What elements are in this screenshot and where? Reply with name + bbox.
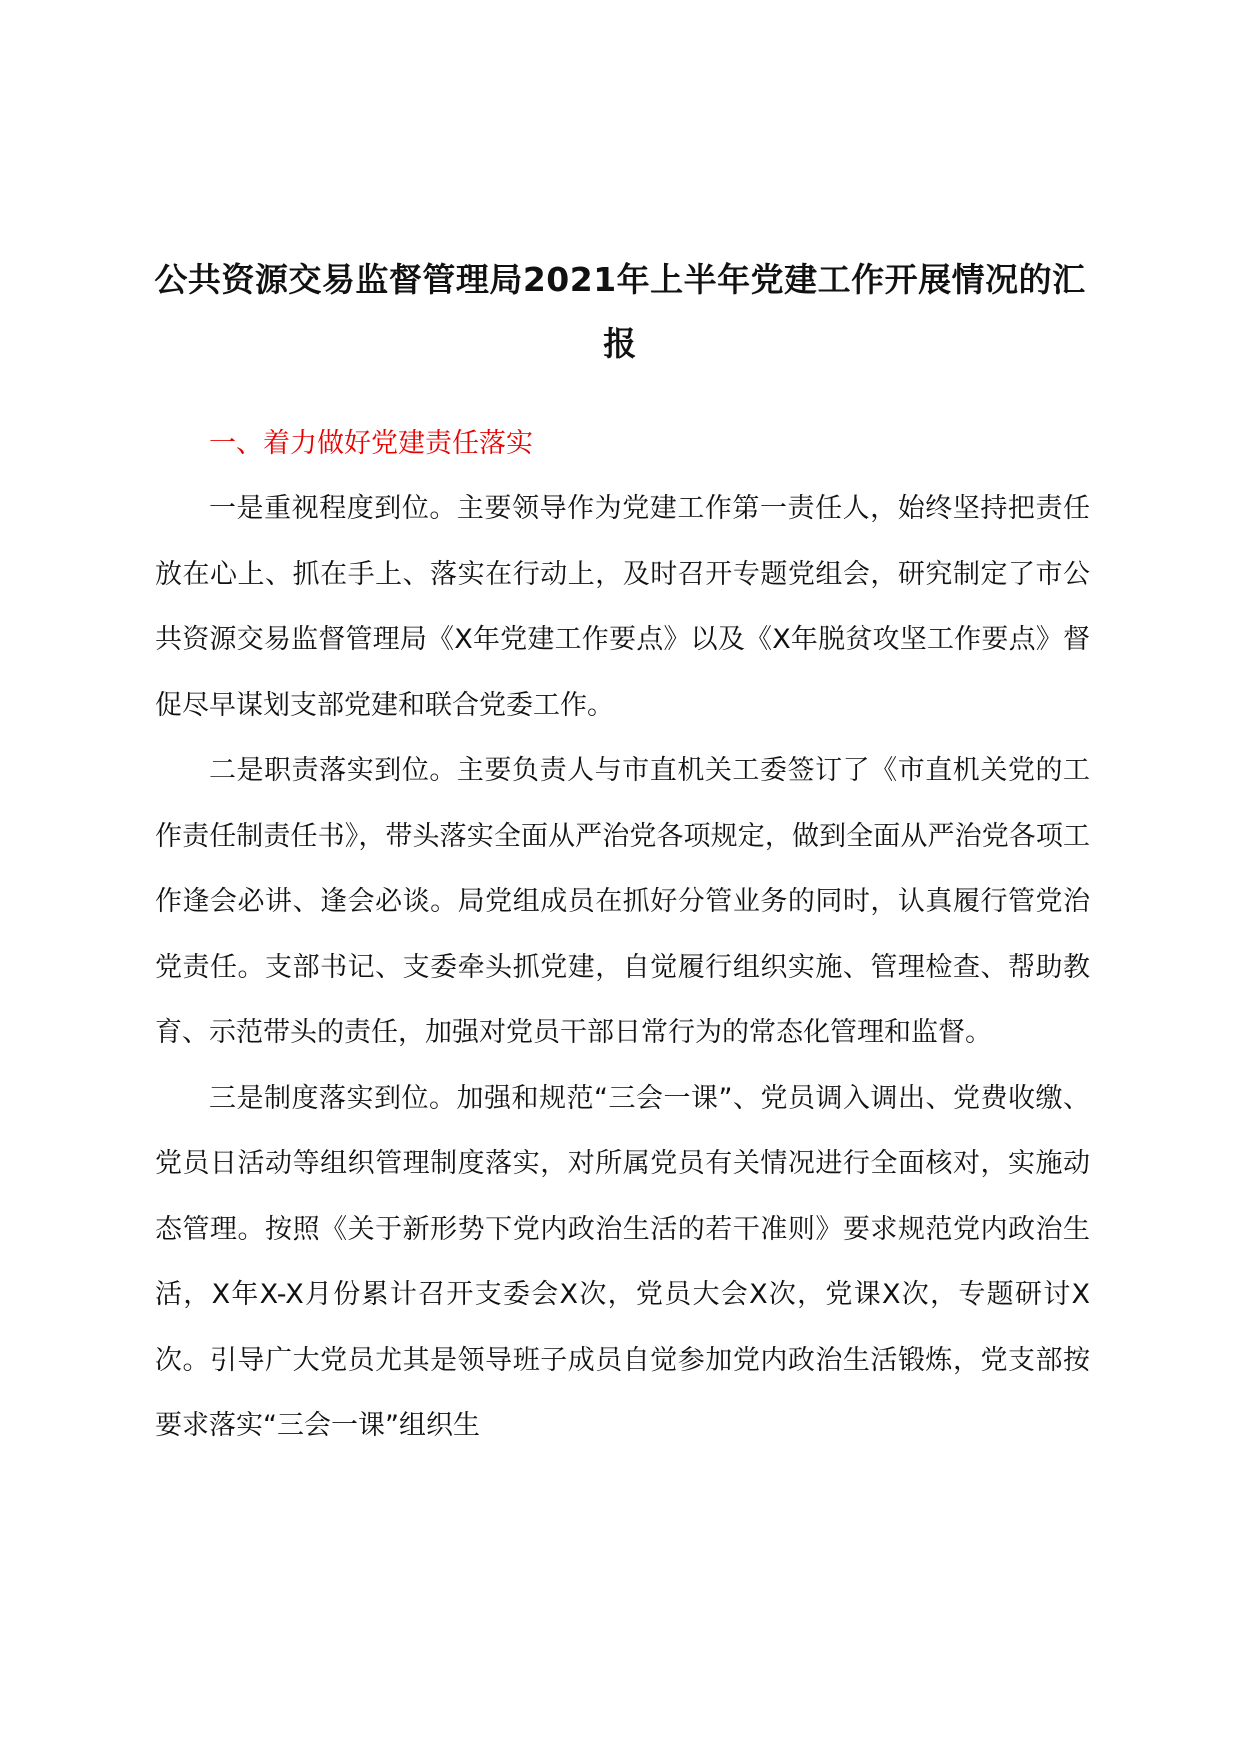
paragraph-1: 一是重视程度到位。主要领导作为党建工作第一责任人，始终坚持把责任放在心上、抓在手上、落实在行动上，及时召开专题党组会，研究制定了市公共资源交易监督管理局《X年党建工作要点》以及《X年脱贫攻坚工作要点》督促尽早谋划支部党建和联合党委工作。: [155, 493, 1090, 721]
section-heading: 一、着力做好党建责任落实: [209, 428, 533, 459]
paragraph-2: 二是职责落实到位。主要负责人与市直机关工委签订了《市直机关党的工作责任制责任书》，带头落实全面从严治党各项规定，做到全面从严治党各项工作逢会必讲、逢会必谈。局党组成员在抓好分管业务的同时，认真履行管党治党责任。支部书记、支委牵头抓党建，自觉履行组织实施、管理检查、帮助教育、示范带头的责任，加强对党员干部日常行为的常态化管理和监督。: [155, 755, 1090, 1048]
document-body: [155, 412, 1090, 1459]
paragraph-3: 三是制度落实到位。加强和规范“三会一课”、党员调入调出、党费收缴、党员日活动等组织管理制度落实，对所属党员有关情况进行全面核对，实施动态管理。按照《关于新形势下党内政治生活的若干准则》要求规范党内政治生活，X年X-X月份累计召开支委会X次，党员大会X次，党课X次，专题研讨X次。引导广大党员尤其是领导班子成员自觉参加党内政治生活锻炼，党支部按要求落实“三会一课”组织生: [155, 1082, 1090, 1441]
document-title: 公共资源交易监督管理局2021年上半年党建工作开展情况的汇报: [154, 260, 1086, 363]
